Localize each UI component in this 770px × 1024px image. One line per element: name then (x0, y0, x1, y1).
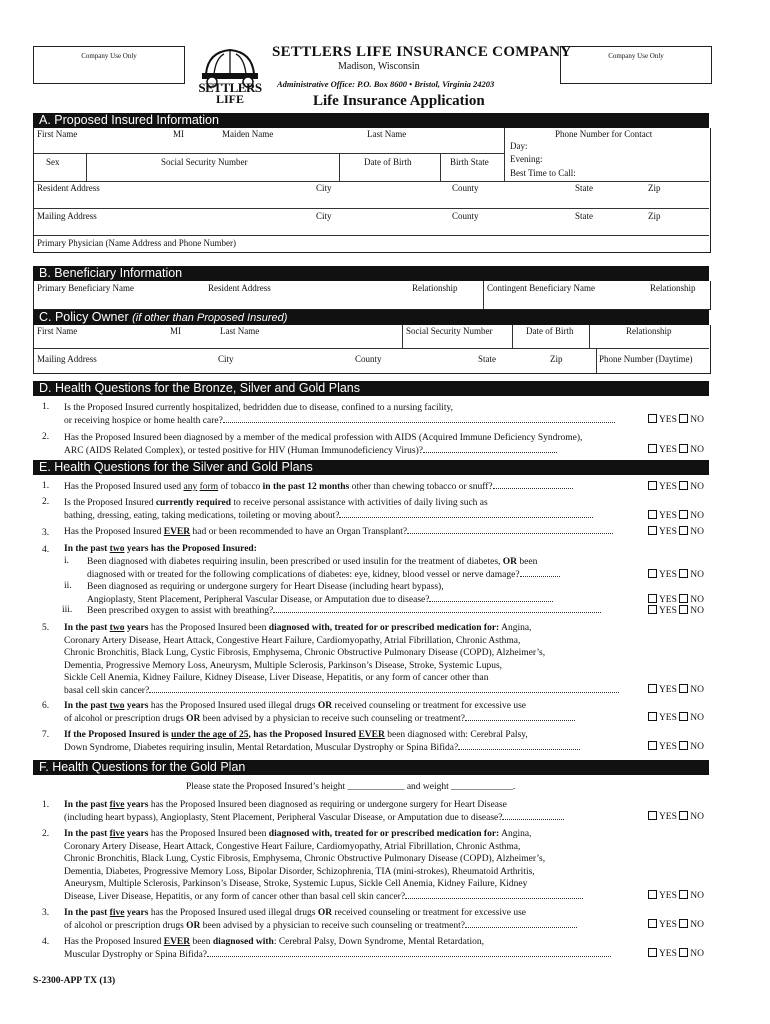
yes-checkbox[interactable] (648, 919, 657, 928)
question-number: 4. (42, 937, 50, 947)
no-checkbox[interactable] (679, 712, 688, 721)
yes-no-e6[interactable]: YES NO (648, 712, 704, 723)
section-b-header (33, 266, 709, 281)
question-e2: Is the Proposed Insured currently required to receive personal assistance with activities of daily living such as bathing, dressing, eating, taking medications, toileting or moving about? (64, 497, 593, 522)
dob-label: Date of Birth (364, 157, 412, 167)
yes-no-f4[interactable]: YES NO (648, 948, 704, 959)
question-f2: In the past five years has the Proposed Insured been diagnosed with, treated for or prescribed medication for: Angina, Coronary Artery Disease, Heart Attack, Congestive Heart Failure, Cardiomyopathy, Atrial Fibrillation, Chronic Asthma, Chronic Bronchitis, Black Lung, Cystic Fibrosis, Emphysema, Chronic Obstructive Pulmonary Disease (COPD), Alzheimer’s, Dementia, Diabetes, Progressive Memory Loss, Bipolar Disorder, Schizophrenia, TIA (mini-strokes), Rheumatoid Arthritis, Aneurysm, Multiple Sclerosis, Parkinson’s Disease, Stroke, Systemic Lupus, Sickle Cell Anemia, Kidney Failure, Kidney Disease, Liver Disease, Hepatitis, or any form of cancer other than basal cell skin cancer? (64, 828, 583, 903)
yes-no-d2[interactable]: YES NO (648, 444, 704, 455)
yes-no-d1[interactable]: YES NO (648, 414, 704, 425)
yes-checkbox[interactable] (648, 948, 657, 957)
owner-last-name-label: Last Name (220, 326, 260, 336)
height-weight-line: Please state the Proposed Insured’s height ____________ and weight _____________. (186, 782, 516, 792)
question-f1: In the past five years has the Proposed Insured been diagnosed as requiring or undergone surgery for Heart Disease (including heart bypass), Angioplasty, Stent Placement, Peripheral Vascular Disease, or Amputation due to disease? (64, 799, 564, 824)
yes-no-e4-ii[interactable]: YES NO (648, 594, 704, 605)
company-use-label: Company Use Only (608, 52, 664, 60)
yes-checkbox[interactable] (648, 444, 657, 453)
section-a-title: A. Proposed Insured Information (39, 113, 219, 127)
section-c-subtitle: (if other than Proposed Insured) (132, 312, 288, 324)
yes-checkbox[interactable] (648, 594, 657, 603)
question-f4: Has the Proposed Insured EVER been diagnosed with: Cerebral Palsy, Down Syndrome, Mental Retardation, Muscular Dystrophy or Spina Bifida? (64, 936, 611, 961)
yes-checkbox[interactable] (648, 741, 657, 750)
mailing-county-label: County (452, 211, 479, 221)
section-f-title: F. Health Questions for the Gold Plan (39, 760, 246, 774)
phone-day-label: Day: (510, 141, 528, 151)
no-checkbox[interactable] (679, 444, 688, 453)
question-number: 4. (42, 545, 50, 555)
section-c-header (33, 310, 709, 325)
birth-state-label: Birth State (450, 157, 489, 167)
question-e4: In the past two years has the Proposed Insured: (64, 544, 257, 554)
no-checkbox[interactable] (679, 948, 688, 957)
question-d1: Is the Proposed Insured currently hospitalized, bedridden due to disease, confined to a nursing facility, or receiving hospice or home health care? (64, 402, 615, 427)
form-title: Life Insurance Application (313, 93, 485, 109)
section-e-header (33, 460, 709, 475)
question-e1: Has the Proposed Insured used any form of tobacco in the past 12 months other than chewing tobacco or snuff? (64, 481, 573, 494)
question-d2: Has the Proposed Insured been diagnosed by a member of the medical profession with AIDS (Acquired Immune Deficiency Syndrome), ARC (AIDS Related Complex), or tested positive for HIV (Human Immunodeficiency Virus)? (64, 433, 583, 456)
no-checkbox[interactable] (679, 569, 688, 578)
owner-dob-label: Date of Birth (526, 326, 574, 336)
sex-label: Sex (46, 157, 60, 167)
yes-no-e5[interactable]: YES NO (648, 684, 704, 695)
owner-relationship-label: Relationship (626, 326, 672, 336)
admin-office: Administrative Office: P.O. Box 8600 • Bristol, Virginia 24203 (277, 79, 495, 89)
question-number: 2. (42, 432, 50, 442)
question-number: 6. (42, 701, 50, 711)
yes-checkbox[interactable] (648, 481, 657, 490)
section-e-title: E. Health Questions for the Silver and Gold Plans (39, 460, 313, 474)
owner-mi-label: MI (170, 326, 181, 336)
mailing-state-label: State (575, 211, 593, 221)
company-name: SETTLERS LIFE INSURANCE COMPANY (272, 44, 572, 60)
no-checkbox[interactable] (679, 811, 688, 820)
phone-evening-label: Evening: (510, 154, 543, 164)
yes-no-e7[interactable]: YES NO (648, 741, 704, 752)
owner-ssn-label: Social Security Number (406, 326, 493, 336)
question-number: 2. (42, 497, 50, 507)
no-checkbox[interactable] (679, 605, 688, 614)
question-number: 2. (42, 829, 50, 839)
yes-checkbox[interactable] (648, 526, 657, 535)
company-use-box-left (33, 46, 185, 84)
yes-checkbox[interactable] (648, 414, 657, 423)
ssn-label: Social Security Number (161, 157, 248, 167)
question-e3: Has the Proposed Insured EVER had or been recommended to have an Organ Transplant? (64, 526, 613, 539)
question-e6: In the past two years has the Proposed Insured used illegal drugs OR received counseling or treatment for excessive use of alcohol or prescription drugs OR been advised by a physician to receive such counseling or treatment? (64, 700, 575, 725)
yes-checkbox[interactable] (648, 684, 657, 693)
section-c-title: C. Policy Owner (39, 310, 129, 324)
section-d-title: D. Health Questions for the Bronze, Silver and Gold Plans (39, 381, 360, 395)
no-checkbox[interactable] (679, 741, 688, 750)
owner-state-label: State (478, 354, 496, 364)
question-number: 5. (42, 623, 50, 633)
yes-no-e2[interactable]: YES NO (648, 510, 704, 521)
question-e5: In the past two years has the Proposed Insured been diagnosed with, treated for or prescribed medication for: Angina, Coronary Artery Disease, Heart Attack, Congestive Heart Failure, Cardiomyopathy, Atrial Fibrillation, Chronic Asthma, Chronic Bronchitis, Black Lung, Cystic Fibrosis, Emphysema, Chronic Obstructive Pulmonary Disease (COPD), Alzheimer’s, Dementia, Progressive Memory Loss, Aneurysm, Multiple Sclerosis, Parkinson’s Disease, Stroke, Systemic Lupus, Sickle Cell Anemia, Kidney Failure, Kidney Disease, Liver Disease, Hepatitis, or any form of cancer other than basal cell skin cancer? (64, 622, 619, 697)
form-number: S-2300-APP TX (13) (33, 976, 116, 986)
yes-no-f3[interactable]: YES NO (648, 919, 704, 930)
yes-no-e1[interactable]: YES NO (648, 481, 704, 492)
section-f-header (33, 760, 709, 775)
no-checkbox[interactable] (679, 414, 688, 423)
question-e7: If the Proposed Insured is under the age of 25, has the Proposed Insured EVER been diagnosed with: Cerebral Palsy, Down Syndrome, Diabetes requiring insulin, Mental Retardation, Muscular Dystrophy or Spina Bifida? (64, 729, 580, 754)
owner-first-name-label: First Name (37, 326, 78, 336)
yes-no-e4-i[interactable]: YES NO (648, 569, 704, 580)
mailing-zip-label: Zip (648, 211, 661, 221)
question-e4-i: Been diagnosed with diabetes requiring insulin, been prescribed or used insulin for the treatment of diabetes, OR been diagnosed with or treated for the following complications of diabetes: eye, kidney, blood vessel or nerve damage? (87, 556, 560, 581)
company-city: Madison, Wisconsin (338, 61, 420, 72)
sub-question-number: i. (64, 556, 70, 566)
maiden-name-label: Maiden Name (222, 129, 274, 139)
section-b-form (33, 281, 711, 310)
resident-county-label: County (452, 183, 479, 193)
resident-state-label: State (575, 183, 593, 193)
question-number: 1. (42, 481, 50, 491)
logo-text-settlers: SETTLERS (198, 80, 262, 95)
owner-phone-label: Phone Number (Daytime) (599, 354, 693, 364)
company-logo (194, 44, 266, 106)
contingent-relationship-label: Relationship (650, 283, 696, 293)
question-number: 3. (42, 908, 50, 918)
no-checkbox[interactable] (679, 594, 688, 603)
no-checkbox[interactable] (679, 684, 688, 693)
yes-no-f1[interactable]: YES NO (648, 811, 704, 822)
best-time-label: Best Time to Call: (510, 168, 576, 178)
yes-checkbox[interactable] (648, 569, 657, 578)
mi-label: MI (173, 129, 184, 139)
sub-question-number: iii. (62, 605, 73, 615)
primary-beneficiary-label: Primary Beneficiary Name (37, 283, 134, 293)
contingent-beneficiary-label: Contingent Beneficiary Name (487, 283, 595, 293)
mailing-city-label: City (316, 211, 332, 221)
beneficiary-relationship-label: Relationship (412, 283, 458, 293)
yes-no-e3[interactable]: YES NO (648, 526, 704, 537)
resident-zip-label: Zip (648, 183, 661, 193)
owner-county-label: County (355, 354, 382, 364)
logo-text-life: LIFE (215, 92, 244, 106)
owner-zip-label: Zip (550, 354, 563, 364)
yes-no-f2[interactable]: YES NO (648, 890, 704, 901)
sub-question-number: ii. (64, 581, 72, 591)
question-number: 1. (42, 402, 50, 412)
question-f3: In the past five years has the Proposed Insured used illegal drugs OR received counseling or treatment for excessive use of alcohol or prescription drugs OR been advised by a physician to receive such counseling or treatment? (64, 907, 577, 932)
owner-mailing-address-label: Mailing Address (37, 354, 97, 364)
section-d-header (33, 381, 709, 396)
no-checkbox[interactable] (679, 919, 688, 928)
question-e4-iii: Been prescribed oxygen to assist with breathing? (87, 605, 601, 618)
last-name-label: Last Name (367, 129, 407, 139)
mailing-address-label: Mailing Address (37, 211, 97, 221)
question-e4-ii: Been diagnosed as requiring or undergone surgery for Heart Disease (including heart bypass), Angioplasty, Stent Placement, Peripheral Vascular Disease, or Amputation due to disease? (87, 581, 553, 606)
phone-contact-label: Phone Number for Contact (555, 129, 653, 139)
section-c-form (33, 325, 711, 374)
no-checkbox[interactable] (679, 481, 688, 490)
yes-checkbox[interactable] (648, 605, 657, 614)
section-a-header (33, 113, 709, 128)
question-number: 3. (42, 528, 50, 538)
resident-city-label: City (316, 183, 332, 193)
yes-checkbox[interactable] (648, 811, 657, 820)
company-use-box-right (560, 46, 712, 84)
yes-checkbox[interactable] (648, 510, 657, 519)
yes-checkbox[interactable] (648, 712, 657, 721)
beneficiary-address-label: Resident Address (208, 283, 271, 293)
owner-city-label: City (218, 354, 234, 364)
yes-no-e4-iii[interactable]: YES NO (648, 605, 704, 616)
yes-checkbox[interactable] (648, 890, 657, 899)
section-b-title: B. Beneficiary Information (39, 266, 183, 280)
question-number: 1. (42, 800, 50, 810)
no-checkbox[interactable] (679, 890, 688, 899)
first-name-label: First Name (37, 129, 78, 139)
physician-label: Primary Physician (Name Address and Phone Number) (37, 238, 236, 248)
no-checkbox[interactable] (679, 526, 688, 535)
resident-address-label: Resident Address (37, 183, 100, 193)
no-checkbox[interactable] (679, 510, 688, 519)
company-use-label: Company Use Only (81, 52, 137, 60)
question-number: 7. (42, 730, 50, 740)
